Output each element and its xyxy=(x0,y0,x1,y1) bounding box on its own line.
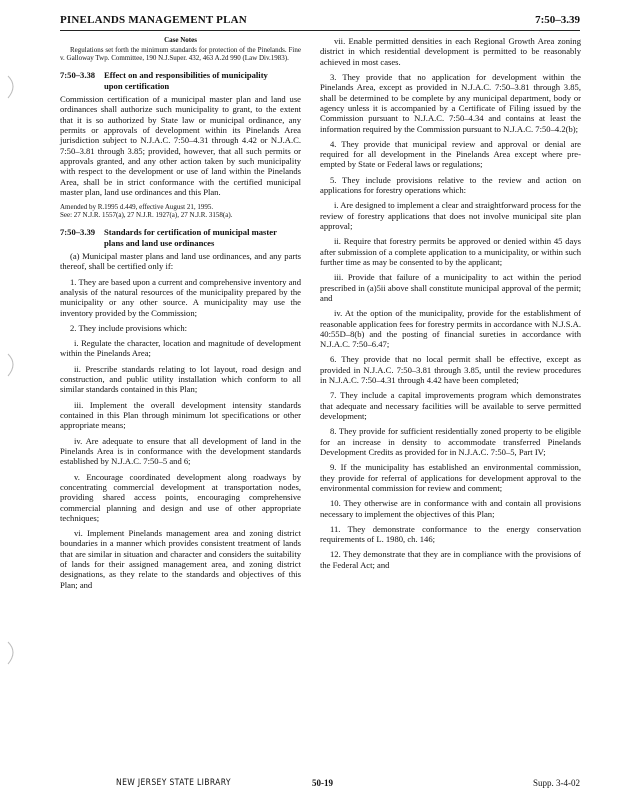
left-column xyxy=(60,36,301,595)
running-header xyxy=(60,12,580,31)
section-heading-7-50-3-38 xyxy=(60,70,301,91)
case-notes-title: Case Notes xyxy=(164,36,197,44)
section-title-line2: upon certification xyxy=(104,80,170,91)
paragraph: 12. They demonstrate that they are in compliance with the provisions of the Federal Act; and xyxy=(320,549,581,570)
page-number: 50-19 xyxy=(312,778,333,788)
section-number: 7:50–3.38 xyxy=(60,70,96,81)
library-stamp: NEW JERSEY STATE LIBRARY xyxy=(116,778,231,788)
paragraph: iv. Are adequate to ensure that all development of land in the Pinelands Area is in conformance with the development standards established by N.J.A.C. 7:50–5 and 6; xyxy=(60,435,301,467)
section-title-line1: Effect on and responsibilities of municipality xyxy=(104,70,268,81)
section-body: Commission certification of a municipal master plan and land use ordinances shall authorize such municipality to grant, to the extent that it is so authorized by State law or municipal ordinance, any permits or approvals of development within its Pinelands Area jurisdiction subject to N.J.A.C. 7:50–4.31 through 4.42 or N.J.A.C. 7:50–3.81 through 3.85; provided, however, that all such permits or approvals granted, and any other action taken by such municipality with respect to the development or use of land within the Pinelands Area, shall be in strict conformance with the certified municipal master plan, land use ordinances and this Plan. xyxy=(60,94,301,197)
section-title-line2: plans and land use ordinances xyxy=(104,237,215,248)
paragraph: 8. They provide for sufficient residentially zoned property to be eligible for an increase in density to accommodate transferred Pinelands Development Credits as provided for in N.J.A.C. 7:50–5, Part IV; xyxy=(320,426,581,457)
paragraph: i. Regulate the character, location and magnitude of development within the Pinelands Area; xyxy=(60,338,301,359)
paragraph: 4. They provide that municipal review and approval or denial are required for all development in the Pinelands Area except where pre-empted by State or Federal laws or regulations; xyxy=(320,138,581,170)
amendment-note xyxy=(60,203,301,219)
header-title: PINELANDS MANAGEMENT PLAN xyxy=(60,14,247,26)
margin-mark xyxy=(6,74,22,100)
page-footer xyxy=(60,778,580,792)
paragraph: vii. Enable permitted densities in each Regional Growth Area zoning district in which residential development is permitted to be reasonably achieved in most cases. xyxy=(320,36,581,67)
paragraph: i. Are designed to implement a clear and straightforward process for the review of forestry applications that does not involve municipal site plan approval; xyxy=(320,200,581,231)
paragraph: ii. Prescribe standards relating to lot layout, road design and construction, and public utility installation which conform to all similar standards contained in this Plan; xyxy=(60,363,301,395)
supplement-date: Supp. 3-4-02 xyxy=(533,778,580,788)
paragraph: 1. They are based upon a current and comprehensive inventory and analysis of the natural resources of the municipality prepared by the municipality or any other source. A municipality may use the inventory provided by the Commission; xyxy=(60,276,301,318)
margin-mark xyxy=(6,352,22,378)
paragraph: iii. Provide that failure of a municipality to act within the period prescribed in (a)5ii above shall constitute municipal approval of the permit; and xyxy=(320,272,581,303)
paragraph: 5. They include provisions relative to the review and action on applications for forestry operations which: xyxy=(320,174,581,196)
section-heading-7-50-3-39 xyxy=(60,227,301,248)
paragraph: v. Encourage coordinated development along roadways by concentrating commercial development at transportation nodes, providing shared access points, encouraging comprehensive commercial planning and design and use of other appropriate techniques; xyxy=(60,471,301,523)
header-section-number: 7:50–3.39 xyxy=(535,14,580,26)
paragraph: vi. Implement Pinelands management area and zoning district boundaries in a manner which provides consistent treatment of lands that are similar in situation and character and considers the suitability of lands for their assigned management area, and zoning district designations, as they relate to the standards and objectives of this Plan; and xyxy=(60,528,301,590)
margin-mark xyxy=(6,640,22,666)
paragraph: 7. They include a capital improvements program which demonstrates that adequate and necessary facilities will be available to serve permitted development; xyxy=(320,390,581,421)
case-notes-text: Regulations set forth the minimum standards for protection of the Pinelands. Fine v. Galloway Twp. Committee, 190 N.J.Super. 432, 463 A.2d 990 (Law Div.1983). xyxy=(60,46,301,63)
paragraph: 11. They demonstrate conformance to the energy conservation requirements of L. 1980, ch. 146; xyxy=(320,523,581,545)
section-title-line1: Standards for certification of municipal master xyxy=(104,227,277,238)
right-column xyxy=(320,36,581,575)
paragraph: ii. Require that forestry permits be approved or denied within 45 days after submission of a complete application to a municipality, or within such further time as may be consented to by the applicant; xyxy=(320,236,581,267)
paragraph: iii. Implement the overall development intensity standards contained in this Plan through minimum lot specifications or other appropriate means; xyxy=(60,399,301,431)
amendment-line: See: 27 N.J.R. 1557(a), 27 N.J.R. 1927(a), 27 N.J.R. 3158(a). xyxy=(60,211,233,220)
paragraph: 6. They provide that no local permit shall be effective, except as provided in N.J.A.C. 7:50–3.81 through 3.85, until the review procedures in N.J.A.C. 7:50–4.31 through 4.42 have been completed; xyxy=(320,354,581,386)
paragraph: 9. If the municipality has established an environmental commission, they provide for referral of applications for development approval to the environmental commission for review and comment; xyxy=(320,462,581,493)
amendment-line: Amended by R.1995 d.449, effective August 21, 1995. xyxy=(60,203,214,212)
paragraph: 10. They otherwise are in conformance with and contain all provisions necessary to implement the objectives of this Plan; xyxy=(320,498,581,519)
paragraph: (a) Municipal master plans and land use ordinances, and any parts thereof, shall be certified only if: xyxy=(60,250,301,272)
paragraph: 3. They provide that no application for development within the Pinelands Area, except as provided in N.J.A.C. 7:50–3.81 through 3.85, shall be determined to be complete by any municipal department, body or agency unless it is accompanied by a Certificate of Filing issued by the Commission pursuant to N.J.A.C. 7:50–4.34 and contains at least the information required by the Commission pursuant to N.J.A.C. 7:50–4.2(b); xyxy=(320,71,581,134)
paragraph: 2. They include provisions which: xyxy=(70,322,188,333)
paragraph: iv. At the option of the municipality, provide for the establishment of reasonable application fees for forestry permits in accordance with N.J.S.A. 40:55D–8(b) and the posting of financial sureties in accordance with N.J.A.C. 7:50–6.47; xyxy=(320,308,581,350)
section-number: 7:50–3.39 xyxy=(60,227,96,238)
